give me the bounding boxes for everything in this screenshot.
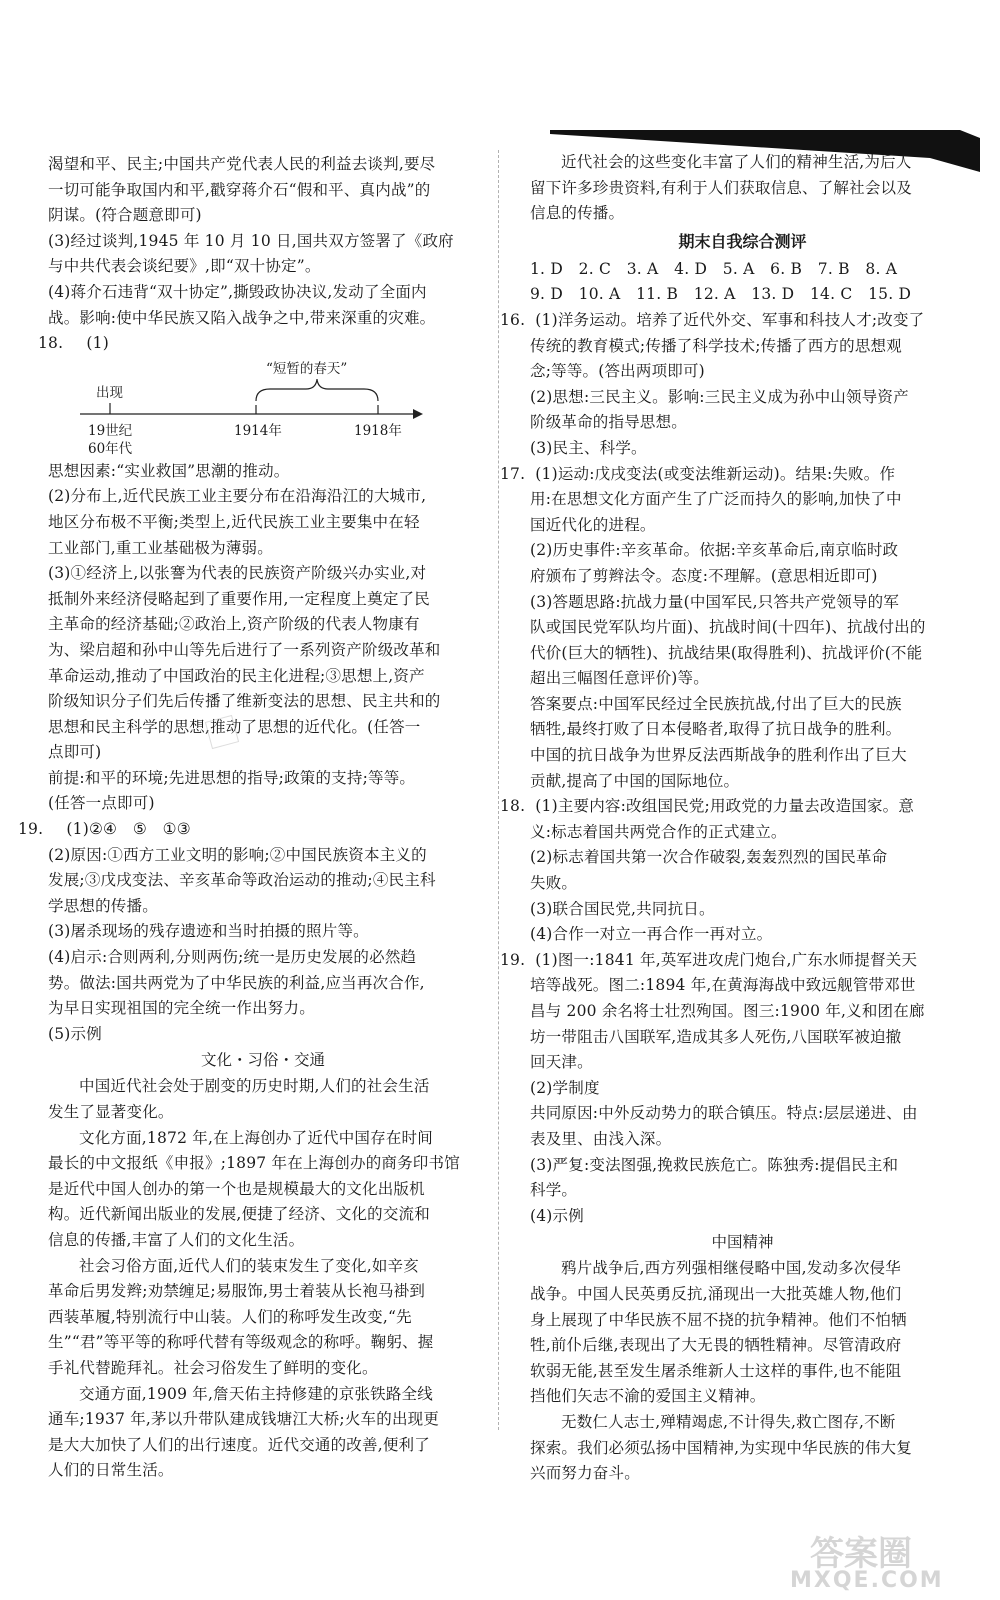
question-18-header bbox=[500, 794, 955, 820]
text-line: 通车;1937 年,茅以升带队建成钱塘江大桥;火车的出现更 bbox=[48, 1410, 440, 1429]
text-line: 表及里、由浅入深。 bbox=[530, 1129, 672, 1148]
text-line: 府颁布了剪辫法令。态度:不理解。(意思相近即可) bbox=[530, 566, 878, 585]
period-brace bbox=[256, 379, 378, 401]
text-line: 为、梁启超和孙中山等先后进行了一系列资产阶级改革和 bbox=[48, 640, 441, 659]
text-line: 点即可) bbox=[48, 743, 102, 762]
essay-left bbox=[48, 1074, 478, 1484]
text-line: 鸦片战争后,西方列强相继侵略中国,发动多次侵华 bbox=[561, 1259, 901, 1278]
text-line: 文化方面,1872 年,在上海创办了近代中国存在时间 bbox=[79, 1128, 433, 1147]
text-line: 阶级革命的指导思想。 bbox=[530, 413, 688, 432]
text-line: 阶级知识分子们先后传播了维新变法的思想、民主共和的 bbox=[48, 692, 441, 711]
timeline-diagram bbox=[48, 359, 478, 459]
text-line: (3)屠杀现场的残存遗迹和当时拍摄的照片等。 bbox=[48, 922, 369, 941]
text-line: 挡他们矢志不渝的爱国主义精神。 bbox=[530, 1387, 766, 1406]
text-line: 无数仁人志士,殚精竭虑,不计得失,救亡图存,不断 bbox=[561, 1412, 896, 1431]
text-line: 信息的传播,丰富了人们的文化生活。 bbox=[48, 1230, 305, 1249]
question-number: 19. bbox=[500, 950, 526, 969]
section-title: 期末自我综合测评 bbox=[678, 231, 807, 251]
tick-label-19th-century: 19世纪 bbox=[88, 422, 133, 439]
text-line: 中国近代社会处于剧变的历史时期,人们的社会生活 bbox=[79, 1077, 430, 1096]
question-19-header bbox=[500, 948, 955, 974]
text-line: 牺牲,最终打败了日本侵略者,取得了抗日战争的胜利。 bbox=[530, 720, 902, 739]
text-line: 软弱无能,甚至发生屠杀维新人士这样的事件,也不能阻 bbox=[530, 1361, 902, 1380]
text-line: 留下许多珍贵资料,有利于人们获取信息、了解社会以及 bbox=[530, 178, 912, 197]
watermark-url: MXQE.COM bbox=[790, 1568, 944, 1593]
essay-title-left: 文化・习俗・交通 bbox=[200, 1051, 325, 1070]
text-line: (2)原因:①西方工业文明的影响;②中国民族资本主义的 bbox=[48, 845, 427, 864]
text-line: 势。做法:国共两党为了中华民族的利益,应当再次合作, bbox=[48, 973, 425, 992]
question-number: 18. bbox=[500, 797, 526, 816]
right-column bbox=[500, 150, 955, 1487]
text-line: 战争。中国人民英勇反抗,涌现出一大批英雄人物,他们 bbox=[530, 1284, 902, 1303]
text-line: (3)联合国民党,共同抗日。 bbox=[530, 899, 715, 918]
brace-label: “短暂的春天” bbox=[266, 360, 348, 377]
appear-label: 出现 bbox=[96, 384, 123, 401]
text-line: 信息的传播。 bbox=[530, 204, 625, 223]
text-line: 最长的中文报纸《申报》;1897 年在上海创办的商务印书馆 bbox=[48, 1154, 460, 1173]
text-line: 生”“君”等平等的称呼代替有等级观念的称呼。鞠躬、握 bbox=[48, 1333, 434, 1352]
text-line: 代价(巨大的牺牲)、抗战结果(取得胜利)、抗战评价(不能 bbox=[530, 643, 923, 662]
text-line: 兴而努力奋斗。 bbox=[530, 1464, 640, 1483]
text-line: 超出三幅图任意评价)等。 bbox=[530, 669, 709, 688]
answer-block-17 bbox=[530, 487, 955, 794]
text-line: 义:标志着国共两党合作的正式建立。 bbox=[530, 822, 787, 841]
text-line: 发展;③戊戌变法、辛亥革命等政治运动的推动;④民主科 bbox=[48, 871, 436, 890]
answer-block-19 bbox=[530, 973, 955, 1229]
text-line: (3)经过谈判,1945 年 10 月 10 日,国共双方签署了《政府 bbox=[48, 231, 454, 250]
left-answer-block-18 bbox=[48, 459, 478, 817]
text-line: 革命后男发辫;劝禁缠足;易服饰,男士着装从长袍马褂到 bbox=[48, 1282, 426, 1301]
question-17-header bbox=[500, 462, 955, 488]
text-line: 失败。 bbox=[530, 874, 578, 893]
answer-block-18 bbox=[530, 820, 955, 948]
text-line: 队或国民党军队均片面)、抗战时间(十四年)、抗战付出的 bbox=[530, 618, 926, 637]
text-line: (3)民主、科学。 bbox=[530, 438, 647, 457]
text-line: 西装革履,特别流行中山装。人们的称呼发生改变,“先 bbox=[48, 1307, 412, 1326]
question-19-header bbox=[18, 817, 478, 843]
text-line: 渴望和平、民主;中国共产党代表人民的利益去谈判,要尽 bbox=[48, 155, 436, 173]
watermark-logo-text: 答案圈 bbox=[810, 1534, 912, 1574]
text-line: (4)合作一对立一再合作一再对立。 bbox=[530, 925, 773, 944]
question-part: (1) bbox=[86, 334, 109, 353]
left-column bbox=[18, 152, 478, 1484]
text-line: 交通方面,1909 年,詹天佑主持修建的京张铁路全线 bbox=[79, 1384, 433, 1403]
question-number: 18. bbox=[38, 334, 64, 353]
text-line: 中国的抗日战争为世界反法西斯战争的胜利作出了巨大 bbox=[530, 746, 907, 765]
text-line: 念;等等。(答出两项即可) bbox=[530, 362, 705, 381]
question-part: (1)洋务运动。培养了近代外交、军事和科技人才;改变了 bbox=[535, 310, 925, 329]
text-line: 社会习俗方面,近代人们的装束发生了变化,如辛亥 bbox=[79, 1256, 419, 1275]
text-line: 1. D 2. C 3. A 4. D 5. A 6. B 7. B 8. A bbox=[530, 259, 898, 278]
text-line: 抵制外来经济侵略起到了重要作用,一定程度上奠定了民 bbox=[48, 589, 430, 608]
question-part: (1)主要内容:改组国民党;用政党的力量去改造国家。意 bbox=[535, 797, 915, 816]
text-line: 国近代化的进程。 bbox=[530, 515, 656, 534]
question-part: (1)②④ ⑤ ①③ bbox=[66, 820, 191, 839]
text-line: (任答一点即可) bbox=[48, 794, 155, 813]
text-line: (2)标志着国共第一次合作破裂,轰轰烈烈的国民革命 bbox=[530, 848, 888, 867]
question-18-header bbox=[18, 331, 478, 357]
site-watermark bbox=[780, 1526, 980, 1596]
text-line: 是近代中国人创办的第一个也是规模最大的文化出版机 bbox=[48, 1179, 425, 1198]
text-line: 近代社会的这些变化丰富了人们的精神生活,为后人 bbox=[561, 153, 912, 171]
text-line: 身上展现了中华民族不屈不挠的抗争精神。他们不怕牺 bbox=[530, 1310, 907, 1329]
text-line: 共同原因:中外反动势力的联合镇压。特点:层层递进、由 bbox=[530, 1104, 918, 1123]
text-line: 答案要点:中国军民经过全民族抗战,付出了巨大的民族 bbox=[530, 694, 902, 713]
text-line: (3)严复:变法图强,挽救民族危亡。陈独秀:提倡民主和 bbox=[530, 1155, 899, 1174]
tick-label-1914: 1914年 bbox=[234, 422, 282, 439]
text-line: 是大大加快了人们的出行速度。近代交通的改善,便利了 bbox=[48, 1435, 430, 1454]
text-line: 战。影响:使中华民族又陷入战争之中,带来深重的灾难。 bbox=[48, 308, 436, 327]
text-line: 科学。 bbox=[530, 1181, 578, 1200]
tick-label-60s: 60年代 bbox=[88, 440, 133, 457]
text-line: 地区分布极不平衡;类型上,近代民族工业主要集中在轻 bbox=[48, 512, 420, 531]
text-line: 为早日实现祖国的完全统一作出努力。 bbox=[48, 999, 315, 1018]
text-line: 思想和民主科学的思想,推动了思想的近代化。(任答一 bbox=[48, 717, 421, 736]
text-line: (2)分布上,近代民族工业主要分布在沿海沿江的大城市, bbox=[48, 487, 427, 506]
timeline-arrow bbox=[413, 409, 423, 419]
tick-label-1918: 1918年 bbox=[354, 422, 402, 439]
left-answer-block-17 bbox=[48, 152, 478, 331]
text-line: 思想因素:“实业救国”思潮的推动。 bbox=[48, 461, 290, 480]
question-number: 17. bbox=[500, 464, 526, 483]
text-line: 与中共代表会谈纪要》,即“双十协定”。 bbox=[48, 257, 321, 276]
text-line: 昌与 200 余名将士壮烈殉国。图三:1900 年,义和团在廊 bbox=[530, 1002, 925, 1020]
text-line: 一切可能争取国内和平,戳穿蒋介石“假和平、真内战”的 bbox=[48, 180, 431, 199]
question-number: 19. bbox=[18, 820, 44, 839]
text-line: 发生了显著变化。 bbox=[48, 1103, 174, 1121]
right-essay-ending bbox=[530, 150, 955, 227]
question-16-header bbox=[500, 308, 955, 334]
text-line: 传统的教育模式;传播了科学技术;传播了西方的思想观 bbox=[530, 336, 902, 355]
text-line: 牲,前仆后继,表现出了大无畏的牺牲精神。尽管清政府 bbox=[530, 1336, 902, 1355]
column-divider bbox=[498, 150, 499, 1430]
text-line: 探索。我们必须弘扬中国精神,为实现中华民族的伟大复 bbox=[530, 1438, 912, 1457]
text-line: 贡献,提高了中国的国际地位。 bbox=[530, 771, 740, 790]
text-line: 前提:和平的环境;先进思想的指导;政策的支持;等等。 bbox=[48, 768, 416, 787]
text-line: 9. D 10. A 11. B 12. A 13. D 14. C 15. D bbox=[530, 285, 912, 304]
text-line: (2)思想:三民主义。影响:三民主义成为孙中山领导资产 bbox=[530, 387, 909, 406]
text-line: 手礼代替跪拜礼。社会习俗发生了鲜明的变化。 bbox=[48, 1358, 378, 1377]
text-line: 构。近代新闻出版业的发展,便捷了经济、文化的交流和 bbox=[48, 1205, 430, 1224]
text-line: 工业部门,重工业基础极为薄弱。 bbox=[48, 538, 273, 557]
question-part: (1)图一:1841 年,英军进攻虎门炮台,广东水师提督关天 bbox=[535, 950, 918, 969]
text-line: 革命运动,推动了中国政治的民主化进程;③思想上,资产 bbox=[48, 666, 425, 685]
text-line: 阴谋。(符合题意即可) bbox=[48, 206, 202, 225]
essay-title-right: 中国精神 bbox=[711, 1233, 774, 1252]
text-line: (4)蒋介石违背“双十协定”,撕毁政协决议,发动了全面内 bbox=[48, 282, 427, 301]
text-line: 用:在思想文化方面产生了广泛而持久的影响,加快了中 bbox=[530, 490, 902, 509]
text-line: (2)历史事件:辛亥革命。依据:辛亥革命后,南京临时政 bbox=[530, 541, 899, 560]
left-answer-block-19 bbox=[48, 843, 478, 1048]
text-line: (3)①经济上,以张謇为代表的民族资产阶级兴办实业,对 bbox=[48, 564, 427, 583]
text-line: (4)启示:合则两利,分则两伤;统一是历史发展的必然趋 bbox=[48, 948, 417, 967]
text-line: 主革命的经济基础;②政治上,资产阶级的代表人物康有 bbox=[48, 615, 420, 634]
multiple-choice-answers bbox=[530, 257, 955, 308]
answer-block-16 bbox=[530, 334, 955, 462]
text-line: (4)示例 bbox=[530, 1206, 584, 1225]
text-line: 坊一带阻击八国联军,造成其多人死伤,八国联军被迫撤 bbox=[530, 1027, 902, 1046]
question-part: (1)运动:戊戌变法(或变法维新运动)。结果:失败。作 bbox=[535, 464, 896, 483]
text-line: 人们的日常生活。 bbox=[48, 1461, 174, 1480]
essay-right bbox=[530, 1256, 955, 1486]
text-line: (3)答题思路:抗战力量(中国军民,只答共产党领导的军 bbox=[530, 592, 900, 611]
text-line: 学思想的传播。 bbox=[48, 896, 158, 915]
text-line: (5)示例 bbox=[48, 1024, 102, 1043]
text-line: 培等战死。图二:1894 年,在黄海海战中致远舰管带邓世 bbox=[530, 976, 916, 995]
question-number: 16. bbox=[500, 310, 526, 329]
text-line: 回天津。 bbox=[530, 1053, 593, 1072]
text-line: (2)学制度 bbox=[530, 1078, 600, 1097]
